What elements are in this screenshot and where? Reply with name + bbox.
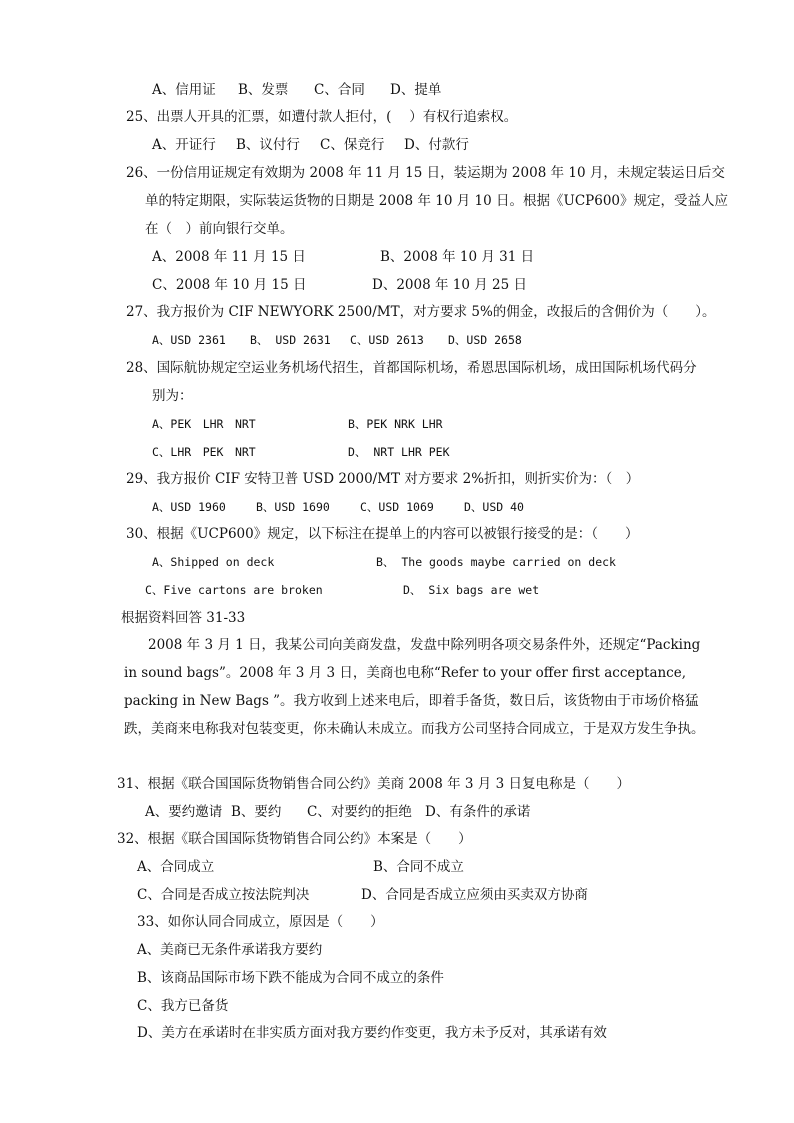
q28-stem-line1: 28、国际航协规定空运业务机场代招生，首都国际机场，希恩思国际机场，成田国际机场代码分 — [126, 360, 697, 376]
q32-stem: 32、根据《联合国国际货物销售合同公约》本案是（ ） — [117, 831, 472, 847]
q29-options — [152, 498, 524, 516]
q28-option-c: C、LHR PEK NRT — [152, 445, 256, 459]
q27-options — [152, 331, 522, 349]
q29-stem: 29、我方报价 CIF 安特卫普 USD 2000/MT 对方要求 2%折扣，则折实价为：（ ） — [126, 471, 640, 487]
q26-stem-line1: 26、一份信用证规定有效期为 2008 年 11 月 15 日，装运期为 2008 年 10 月，未规定装运日后交 — [126, 165, 725, 181]
case-paragraph-line4: 跌，美商来电称我对包装变更，你未确认未成立。而我方公司坚持合同成立，于是双方发生争执。 — [124, 721, 705, 737]
q28-option-d: D、 NRT LHR PEK — [348, 445, 450, 459]
q25-options — [152, 136, 469, 154]
q31-option-c: C、对要约的拒绝 — [307, 804, 412, 820]
q33-stem: 33、如你认同合同成立，原因是（ ） — [137, 914, 384, 930]
q26-stem-line3: 在（ ）前向银行交单。 — [145, 221, 294, 237]
q28-options-row2 — [152, 443, 450, 461]
q31-stem: 31、根据《联合国国际货物销售合同公约》美商 2008 年 3 月 3 日复电称是（ ） — [117, 776, 630, 792]
q30-options-row1 — [152, 553, 616, 571]
q33-option-c: C、我方已备货 — [137, 998, 229, 1014]
q30-option-a: A、Shipped on deck — [152, 555, 275, 569]
q28-option-a: A、PEK LHR NRT — [152, 417, 256, 431]
q32-option-b: B、合同不成立 — [373, 859, 464, 875]
q31-option-d: D、有条件的承诺 — [425, 804, 531, 820]
q25-option-d: D、付款行 — [404, 137, 469, 153]
q33-option-b: B、该商品国际市场下跌不能成为合同不成立的条件 — [137, 970, 444, 986]
q32-option-c: C、合同是否成立按法院判决 — [137, 887, 310, 903]
q32-options-row2 — [137, 886, 588, 904]
q26-options-row2 — [152, 276, 527, 294]
q24-options — [152, 81, 441, 99]
q25-option-a: A、开证行 — [152, 137, 216, 153]
q24-option-c: C、合同 — [314, 82, 365, 98]
q27-option-a: A、USD 2361 — [152, 333, 226, 347]
q27-option-d: D、USD 2658 — [448, 333, 522, 347]
q24-option-a: A、信用证 — [152, 82, 216, 98]
q29-option-a: A、USD 1960 — [152, 500, 226, 514]
q24-option-b: B、发票 — [238, 82, 289, 98]
q30-option-c: C、Five cartons are broken — [145, 583, 323, 597]
q30-option-d: D、 Six bags are wet — [403, 583, 540, 597]
q25-option-c: C、保竞行 — [320, 137, 385, 153]
q26-option-d: D、2008 年 10 月 25 日 — [372, 277, 527, 293]
q28-option-b: B、PEK NRK LHR — [348, 417, 443, 431]
q33-option-a: A、美商已无条件承诺我方要约 — [137, 942, 323, 958]
q31-option-a: A、要约邀请 — [145, 804, 223, 820]
q29-option-b: B、USD 1690 — [256, 500, 330, 514]
q24-option-d: D、提单 — [390, 82, 442, 98]
q25-option-b: B、议付行 — [236, 137, 300, 153]
case-paragraph-line1: 2008 年 3 月 1 日，我某公司向美商发盘，发盘中除列明各项交易条件外，还规定“Packing — [148, 637, 701, 653]
case-paragraph-line2: in sound bags”。2008 年 3 月 3 日，美商也电称“Refer to your offer first acceptance, — [124, 665, 687, 681]
q26-option-c: C、2008 年 10 月 15 日 — [152, 277, 307, 293]
case-heading: 根据资料回答 31-33 — [121, 610, 246, 626]
q32-option-d: D、合同是否成立应须由买卖双方协商 — [361, 887, 588, 903]
q26-option-a: A、2008 年 11 月 15 日 — [152, 249, 306, 265]
q26-options-row1 — [152, 248, 534, 266]
q32-options-row1 — [137, 858, 464, 876]
q30-options-row2 — [145, 581, 539, 599]
q27-option-b: B、 USD 2631 — [250, 333, 331, 347]
q26-option-b: B、2008 年 10 月 31 日 — [380, 249, 535, 265]
q29-option-d: D、USD 40 — [464, 500, 524, 514]
q27-option-c: C、USD 2613 — [350, 333, 424, 347]
q31-options — [145, 803, 530, 821]
q27-stem: 27、我方报价为 CIF NEWYORK 2500/MT，对方要求 5%的佣金，改报后的含佣价为（ ）。 — [126, 304, 716, 320]
q30-stem: 30、根据《UCP600》规定，以下标注在提单上的内容可以被银行接受的是：（ ） — [126, 526, 639, 542]
q29-option-c: C、USD 1069 — [360, 500, 434, 514]
q28-options-row1 — [152, 415, 443, 433]
q26-stem-line2: 单的特定期限，实际装运货物的日期是 2008 年 10 月 10 日。根据《UCP600》规定，受益人应 — [145, 193, 729, 209]
q32-option-a: A、合同成立 — [137, 859, 215, 875]
q25-stem: 25、出票人开具的汇票，如遭付款人拒付，( ）有权行追索权。 — [126, 109, 518, 125]
q33-option-d: D、美方在承诺时在非实质方面对我方要约作变更，我方未予反对，其承诺有效 — [137, 1025, 607, 1041]
q30-option-b: B、 The goods maybe carried on deck — [376, 555, 616, 569]
case-paragraph-line3: packing in New Bags ”。我方收到上述来电后，即着手备货，数日后，该货物由于市场价格猛 — [124, 693, 699, 709]
q31-option-b: B、要约 — [231, 804, 282, 820]
q28-stem-line2: 别为： — [152, 388, 193, 404]
